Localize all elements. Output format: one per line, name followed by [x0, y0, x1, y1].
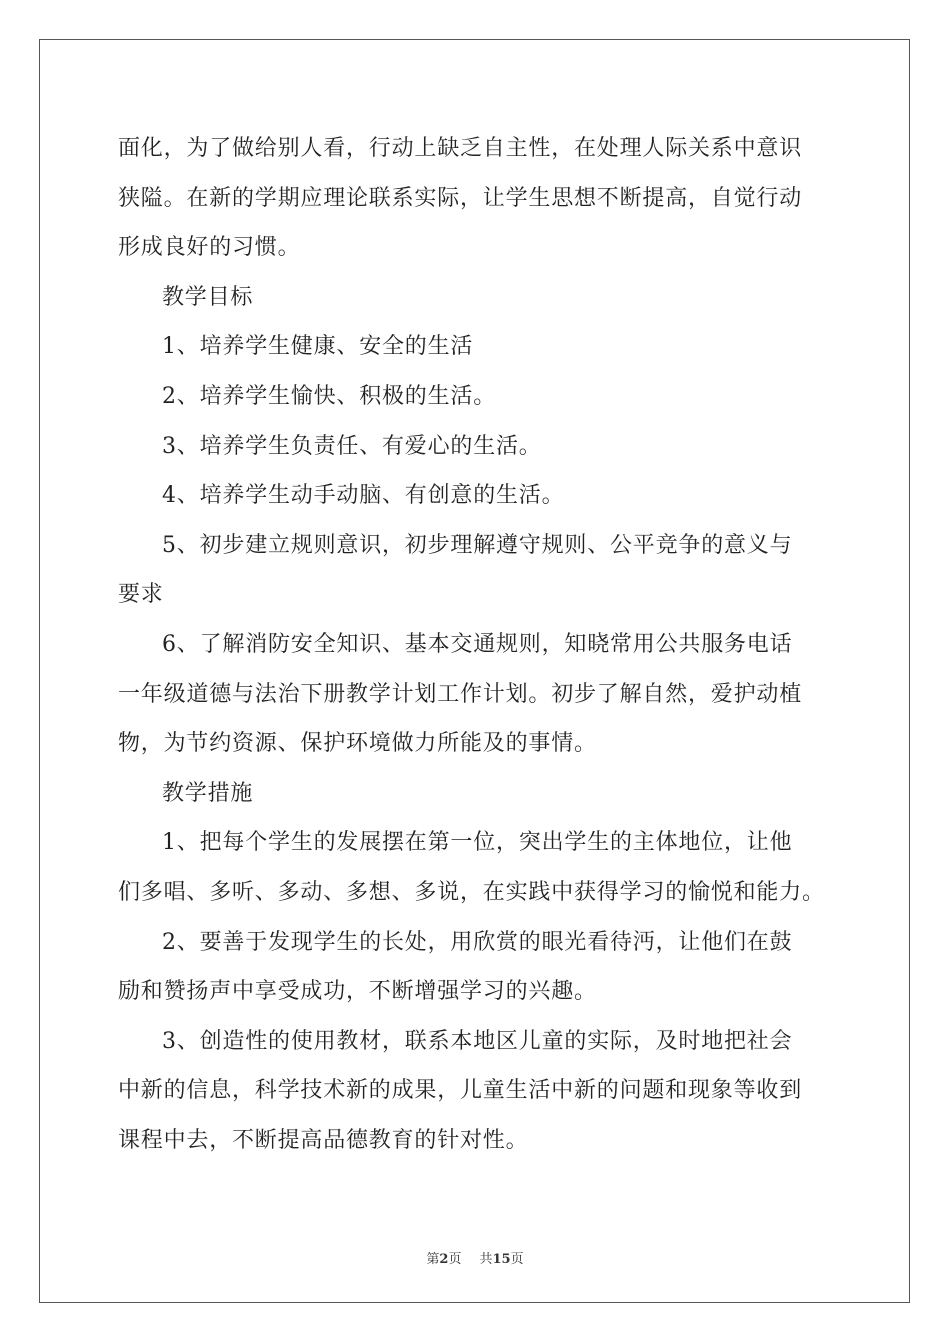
page-number: 2 [439, 1252, 449, 1267]
section-heading-measures: 教学措施 [162, 780, 254, 806]
list-item: 3、培养学生负责任、有爱心的生活。 [162, 433, 542, 459]
page-suffix: 页 [448, 1252, 462, 1267]
text-line: 一年级道德与法治下册教学计划工作计划。初步了解自然，爱护动植 [118, 681, 803, 707]
text-line: 课程中去，不断提高品德教育的针对性。 [118, 1127, 529, 1153]
text-line: 形成良好的习惯。 [118, 235, 301, 261]
document-body [118, 124, 838, 1165]
total-prefix: 共 [479, 1252, 493, 1267]
list-item: 1、把每个学生的发展摆在第一位，突出学生的主体地位，让他 [162, 830, 793, 856]
list-item: 3、创造性的使用教材，联系本地区儿童的实际，及时地把社会 [162, 1028, 793, 1054]
list-item: 2、培养学生愉快、积极的生活。 [162, 383, 496, 409]
text-line: 要求 [118, 582, 164, 608]
text-line: 们多唱、多听、多动、多想、多说，在实践中获得学习的愉悦和能力。 [118, 879, 825, 905]
page-prefix: 第 [426, 1252, 440, 1267]
text-line: 励和赞扬声中享受成功，不断增强学习的兴趣。 [118, 979, 597, 1005]
text-line: 狭隘。在新的学期应理论联系实际，让学生思想不断提高，自觉行动 [118, 185, 803, 211]
list-item: 1、培养学生健康、安全的生活 [162, 334, 474, 360]
list-item: 4、培养学生动手动脑、有创意的生活。 [162, 483, 565, 509]
total-pages: 15 [492, 1252, 511, 1267]
text-line: 中新的信息，科学技术新的成果，儿童生活中新的问题和现象等收到 [118, 1078, 803, 1104]
section-heading-goals: 教学目标 [162, 284, 254, 310]
list-item: 6、了解消防安全知识、基本交通规则，知晓常用公共服务电话 [162, 631, 793, 657]
list-item: 5、初步建立规则意识，初步理解遵守规则、公平竞争的意义与 [162, 532, 793, 558]
text-line: 面化，为了做给别人看，行动上缺乏自主性，在处理人际关系中意识 [118, 136, 803, 161]
page-footer [0, 1248, 950, 1267]
text-line: 物，为节约资源、保护环境做力所能及的事情。 [118, 731, 597, 757]
list-item: 2、要善于发现学生的长处，用欣赏的眼光看待沔，让他们在鼓 [162, 929, 793, 955]
total-suffix: 页 [510, 1252, 524, 1267]
